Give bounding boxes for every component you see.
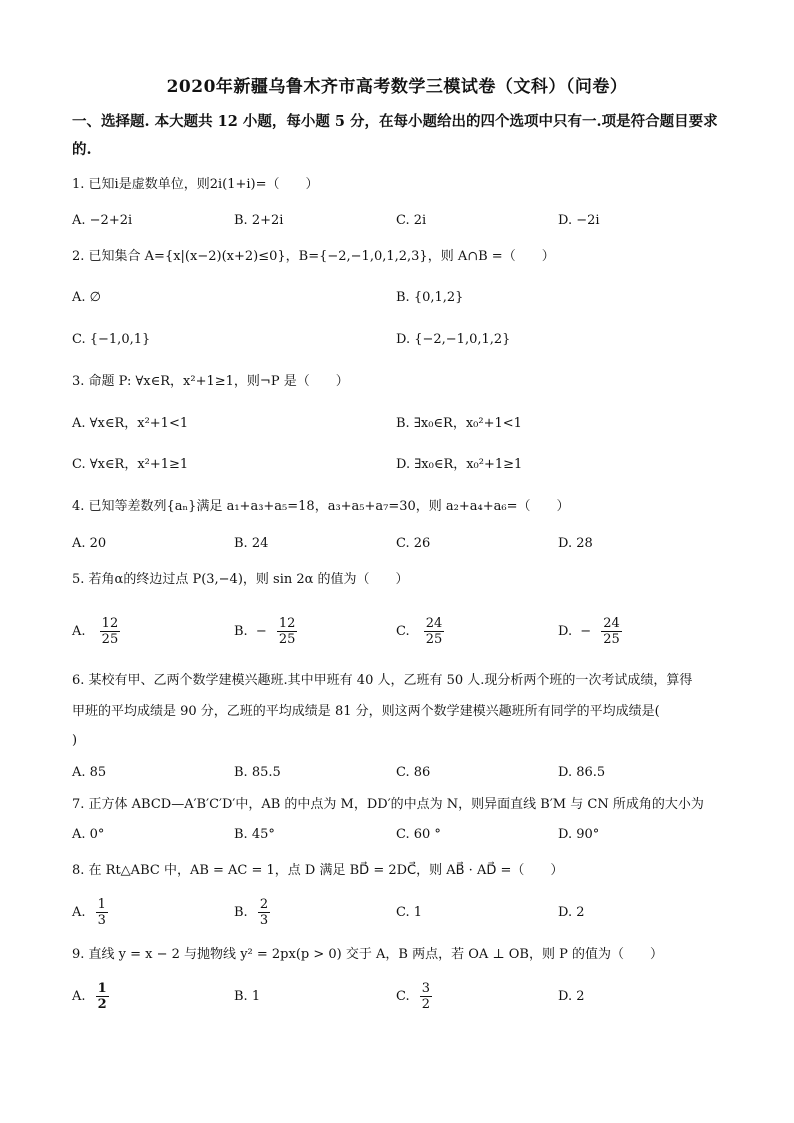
question-1-option-b: B. 2+2i <box>234 213 284 228</box>
numerator: 1 <box>97 897 106 912</box>
question-6-stem-line-1: 6. 某校有甲、乙两个数学建模兴趣班.其中甲班有 40 人，乙班有 50 人.现分析两个班的一次考试成绩，算得 <box>72 673 693 688</box>
fraction <box>601 616 622 647</box>
fraction <box>277 616 298 647</box>
question-2-option-d: D. {−2,−1,0,1,2} <box>396 332 511 347</box>
denominator: 2 <box>421 997 431 1012</box>
question-3-option-a: A. ∀x∈R，x²+1<1 <box>72 416 189 431</box>
question-2-stem: 2. 已知集合 A={x|(x−2)(x+2)≤0}，B={−2,−1,0,1,2,3}，则 A∩B =（ ） <box>72 249 555 264</box>
numerator: 12 <box>278 616 296 631</box>
question-1-option-a: A. −2+2i <box>72 213 133 228</box>
option-label: D. <box>558 624 573 639</box>
section-heading: 一、选择题. 本大题共 12 小题，每小题 5 分，在每小题给出的四个选项中只有一.项是符合题目要求的. <box>72 113 718 158</box>
fraction <box>100 616 121 647</box>
question-6-option-a: A. 85 <box>72 765 107 780</box>
question-8-stem: 8. 在 Rt△ABC 中，AB = AC = 1，点 D 满足 BD⃗ = 2DC⃗，则 AB⃗ · AD⃗ =（ ） <box>72 863 564 878</box>
question-5-stem: 5. 若角α的终边过点 P(3,−4)，则 sin 2α 的值为（ ） <box>72 572 409 587</box>
question-7-stem: 7. 正方体 ABCD—A′B′C′D′中，AB 的中点为 M，DD′的中点为 N，则异面直线 B′M 与 CN 所成角的大小为 <box>72 797 704 812</box>
question-3-option-b: B. ∃x₀∈R，x₀²+1<1 <box>396 416 522 431</box>
numerator: 24 <box>425 616 443 631</box>
question-1-option-c: C. 2i <box>396 213 427 228</box>
question-9-option-a <box>72 977 109 1017</box>
question-7-option-a: A. 0° <box>72 827 105 842</box>
numerator: 2 <box>259 897 269 912</box>
question-6-stem-line-2: 甲班的平均成绩是 90 分，乙班的平均成绩是 81 分，则这两个数学建模兴趣班所有同学的平均成绩是( <box>72 704 660 719</box>
option-label: C. <box>396 624 410 639</box>
question-1-options <box>72 208 732 234</box>
question-4-option-b: B. 24 <box>234 536 269 551</box>
question-5-option-a <box>72 612 120 652</box>
question-2-option-b: B. {0,1,2} <box>396 290 464 305</box>
question-5-option-b <box>234 612 297 652</box>
question-2-option-a: A. ∅ <box>72 290 101 305</box>
fraction <box>96 897 108 928</box>
fraction <box>424 616 445 647</box>
question-1-stem: 1. 已知i是虚数单位，则2i(1+i)=（ ） <box>72 177 319 192</box>
question-3-options-row2 <box>72 452 732 478</box>
fraction <box>258 897 270 928</box>
option-label: A. <box>72 989 86 1004</box>
option-label: C. <box>396 989 410 1004</box>
question-8-option-d: D. 2 <box>558 905 585 920</box>
question-6-option-d: D. 86.5 <box>558 765 606 780</box>
question-2-options-row2 <box>72 327 732 353</box>
numerator: 3 <box>421 981 431 996</box>
denominator: 25 <box>278 632 296 647</box>
option-label: A. <box>72 624 86 639</box>
question-9-option-c <box>396 977 432 1017</box>
denominator: 3 <box>97 913 106 928</box>
page-title: 2020年新疆乌鲁木齐市高考数学三模试卷（文科）（问卷） <box>166 77 628 97</box>
numerator: 24 <box>603 616 620 631</box>
fraction <box>96 981 109 1012</box>
question-8-option-a <box>72 893 108 933</box>
question-9-option-d: D. 2 <box>558 989 585 1004</box>
question-5-option-d <box>558 612 622 652</box>
question-2-options-row1 <box>72 285 732 311</box>
question-7-option-d: D. 90° <box>558 827 600 842</box>
question-2-option-c: C. {−1,0,1} <box>72 332 151 347</box>
question-3-option-c: C. ∀x∈R，x²+1≥1 <box>72 457 189 472</box>
question-3-option-d: D. ∃x₀∈R，x₀²+1≥1 <box>396 457 523 472</box>
question-1-option-d: D. −2i <box>558 213 600 228</box>
option-label: A. <box>72 905 86 920</box>
numerator: 12 <box>101 616 119 631</box>
numerator: 1 <box>97 981 107 996</box>
option-label: B. <box>234 905 248 920</box>
question-6-stem-line-3: ) <box>72 733 78 748</box>
question-8-options <box>72 893 732 933</box>
question-3-options-row1 <box>72 411 732 437</box>
question-9-stem: 9. 直线 y = x − 2 与抛物线 y² = 2px(p > 0) 交于 A，B 两点，若 OA ⊥ OB，则 P 的值为（ ） <box>72 947 663 962</box>
denominator: 25 <box>603 632 620 647</box>
denominator: 25 <box>101 632 119 647</box>
question-5-options <box>72 612 732 652</box>
question-9-option-b: B. 1 <box>234 989 261 1004</box>
fraction <box>420 981 432 1012</box>
question-4-options <box>72 531 732 557</box>
question-5-option-c <box>396 612 444 652</box>
question-6-option-b: B. 85.5 <box>234 765 281 780</box>
question-6-options <box>72 760 732 786</box>
question-8-option-c: C. 1 <box>396 905 423 920</box>
question-4-option-a: A. 20 <box>72 536 107 551</box>
question-7-option-c: C. 60 ° <box>396 827 441 842</box>
question-3-stem: 3. 命题 P: ∀x∈R，x²+1≥1，则¬P 是（ ） <box>72 374 349 389</box>
option-sign: − <box>580 624 592 639</box>
question-9-options <box>72 977 732 1017</box>
question-8-option-b <box>234 893 270 933</box>
question-4-stem: 4. 已知等差数列{aₙ}满足 a₁+a₃+a₅=18，a₃+a₅+a₇=30，则 a₂+a₄+a₆=（ ） <box>72 499 570 514</box>
question-7-option-b: B. 45° <box>234 827 275 842</box>
denominator: 2 <box>97 997 107 1012</box>
question-7-options <box>72 822 732 848</box>
option-label: B. <box>234 624 248 639</box>
denominator: 3 <box>259 913 269 928</box>
question-4-option-c: C. 26 <box>396 536 431 551</box>
option-sign: − <box>255 624 267 639</box>
denominator: 25 <box>425 632 443 647</box>
question-4-option-d: D. 28 <box>558 536 593 551</box>
question-6-option-c: C. 86 <box>396 765 431 780</box>
